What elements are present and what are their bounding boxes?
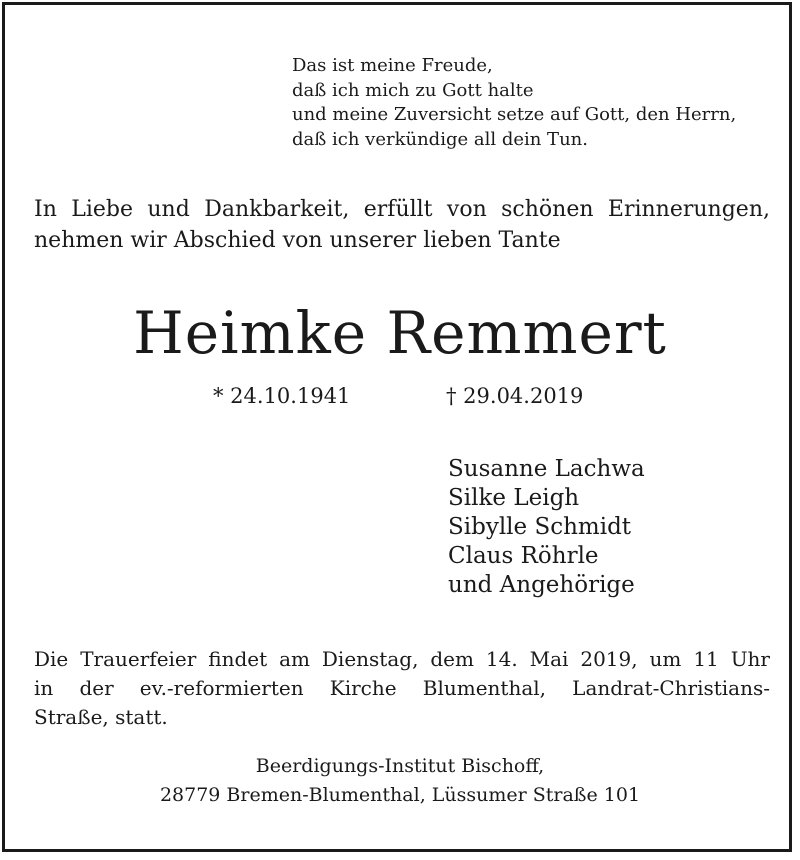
verse-line: Das ist meine Freude,: [292, 55, 493, 76]
mourner-name: Sibylle Schmidt: [448, 514, 632, 540]
funeral-home-info: [0, 752, 800, 810]
verse-line: und meine Zuversicht setze auf Gott, den Herrn,: [292, 104, 737, 125]
birth-date: * 24.10.1941: [213, 384, 351, 408]
mourner-name: Claus Röhrle: [448, 543, 599, 569]
ceremony-line-2: in der ev.-reformierten Kirche Blumenthal, Landrat-Christians-: [34, 676, 770, 700]
funeral-home-address: 28779 Bremen-Blumenthal, Lüssumer Straße 101: [159, 784, 641, 806]
mourner-name: Susanne Lachwa: [448, 456, 645, 482]
ceremony-notice: [34, 645, 770, 732]
deceased-name: Heimke Remmert: [133, 299, 667, 367]
ceremony-line-1: Die Trauerfeier findet am Dienstag, dem 14. Mai 2019, um 11 Uhr: [34, 647, 770, 671]
verse-line: daß ich mich zu Gott halte: [292, 79, 534, 101]
death-date: † 29.04.2019: [446, 384, 584, 408]
mourners-list: [448, 455, 645, 600]
funeral-home-name: Beerdigungs-Institut Bischoff,: [255, 755, 545, 777]
intro-line-1: In Liebe und Dankbarkeit, erfüllt von schönen Erinnerungen,: [34, 197, 770, 222]
ceremony-line-3: Straße, statt.: [34, 705, 168, 729]
bible-verse: [292, 54, 736, 152]
mourner-name: und Angehörige: [448, 572, 635, 598]
intro-line-2: nehmen wir Abschied von unserer lieben Tante: [34, 228, 561, 253]
verse-line: daß ich verkündige all dein Tun.: [292, 128, 588, 150]
intro-text: [34, 194, 770, 256]
mourner-name: Silke Leigh: [448, 485, 580, 511]
